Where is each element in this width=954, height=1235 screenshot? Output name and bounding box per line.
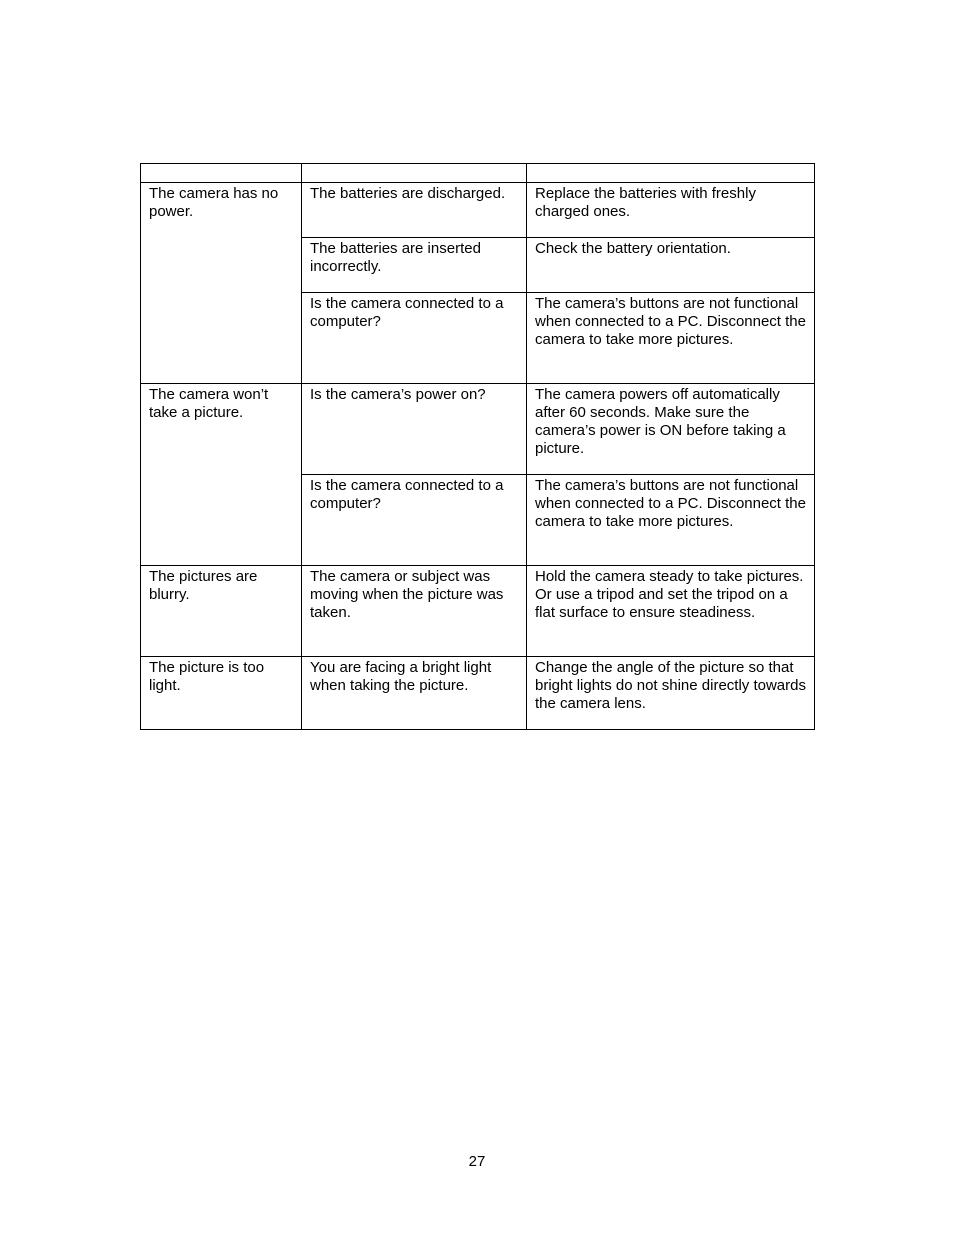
table-row: [141, 384, 815, 475]
header-cell-problem: [141, 164, 302, 183]
header-cell-cause: [302, 164, 527, 183]
cause-cell: The camera or subject was moving when the picture was taken.: [302, 566, 527, 657]
cause-cell: The batteries are discharged.: [302, 183, 527, 238]
solution-cell: The camera powers off automatically after 60 seconds. Make sure the camera’s power is ON before taking a picture.: [527, 384, 815, 475]
cause-cell: Is the camera connected to a computer?: [302, 293, 527, 384]
solution-cell: Replace the batteries with freshly charged ones.: [527, 183, 815, 238]
solution-cell: Hold the camera steady to take pictures. Or use a tripod and set the tripod on a flat surface to ensure steadiness.: [527, 566, 815, 657]
table-header-row: [141, 164, 815, 183]
problem-cell: The picture is too light.: [141, 657, 302, 730]
problem-cell: The pictures are blurry.: [141, 566, 302, 657]
solution-cell: The camera’s buttons are not functional when connected to a PC. Disconnect the camera to take more pictures.: [527, 293, 815, 384]
page-number: 27: [468, 1153, 486, 1170]
problem-cell: The camera won’t take a picture.: [141, 384, 302, 566]
cause-cell: Is the camera connected to a computer?: [302, 475, 527, 566]
problem-cell: The camera has no power.: [141, 183, 302, 384]
table-row: [141, 657, 815, 730]
solution-cell: Check the battery orientation.: [527, 238, 815, 293]
table-row: [141, 566, 815, 657]
solution-cell: The camera’s buttons are not functional when connected to a PC. Disconnect the camera to take more pictures.: [527, 475, 815, 566]
header-cell-solution: [527, 164, 815, 183]
troubleshooting-table: [140, 163, 815, 730]
solution-cell: Change the angle of the picture so that bright lights do not shine directly towards the camera lens.: [527, 657, 815, 730]
table-row: [141, 183, 815, 238]
cause-cell: Is the camera’s power on?: [302, 384, 527, 475]
cause-cell: You are facing a bright light when taking the picture.: [302, 657, 527, 730]
cause-cell: The batteries are inserted incorrectly.: [302, 238, 527, 293]
